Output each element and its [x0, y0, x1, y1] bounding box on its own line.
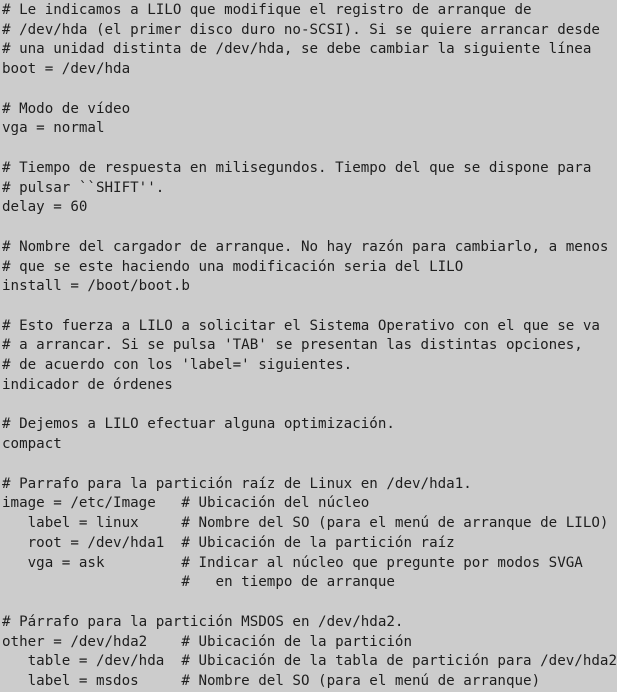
code-line: other = /dev/hda2 # Ubicación de la partición — [2, 633, 412, 650]
code-line: indicador de órdenes — [2, 376, 173, 393]
code-line: vga = normal — [2, 120, 105, 137]
code-line: # Tiempo de respuesta en milisegundos. Tiempo del que se dispone para — [2, 159, 592, 176]
code-line: vga = ask # Indicar al núcleo que pregunte por modos SVGA — [2, 554, 583, 571]
code-line: delay = 60 — [2, 199, 88, 216]
code-line: # Párrafo para la partición MSDOS en /dev/hda2. — [2, 613, 404, 630]
code-line: compact — [2, 436, 62, 453]
code-line — [2, 218, 617, 238]
code-line — [2, 396, 617, 416]
code-line — [2, 80, 617, 100]
code-line: # Parrafo para la partición raíz de Linux en /dev/hda1. — [2, 475, 472, 492]
code-line: # a arrancar. Si se pulsa 'TAB' se presentan las distintas opciones, — [2, 337, 583, 354]
code-line — [2, 297, 617, 317]
code-line — [2, 455, 617, 475]
code-line: # que se este haciendo una modificación seria del LILO — [2, 258, 464, 275]
code-line: table = /dev/hda # Ubicación de la tabla de partición para /dev/hda2 — [2, 653, 617, 670]
code-line: label = linux # Nombre del SO (para el menú de arranque de LILO) — [2, 515, 609, 532]
code-line: # Esto fuerza a LILO a solicitar el Sistema Operativo con el que se va — [2, 317, 600, 334]
code-line: # una unidad distinta de /dev/hda, se debe cambiar la siguiente línea — [2, 41, 592, 58]
code-line — [2, 139, 617, 159]
code-line: label = msdos # Nombre del SO (para el menú de arranque) — [2, 672, 541, 689]
code-line: # Nombre del cargador de arranque. No hay razón para cambiarlo, a menos — [2, 238, 609, 255]
code-line: # Modo de vídeo — [2, 100, 131, 117]
code-line: boot = /dev/hda — [2, 61, 131, 78]
code-line — [2, 593, 617, 613]
code-line: install = /boot/boot.b — [2, 278, 190, 295]
code-line: # Dejemos a LILO efectuar alguna optimización. — [2, 416, 395, 433]
code-line: # /dev/hda (el primer disco duro no-SCSI). Si se quiere arrancar desde — [2, 21, 600, 38]
code-line: image = /etc/Image # Ubicación del núcleo — [2, 495, 370, 512]
code-line: root = /dev/hda1 # Ubicación de la partición raíz — [2, 534, 455, 551]
code-line: # pulsar ``SHIFT''. — [2, 179, 165, 196]
code-line: # de acuerdo con los 'label=' siguientes. — [2, 357, 353, 374]
code-line: # en tiempo de arranque — [2, 574, 395, 591]
code-line: # Le indicamos a LILO que modifique el registro de arranque de — [2, 2, 532, 18]
